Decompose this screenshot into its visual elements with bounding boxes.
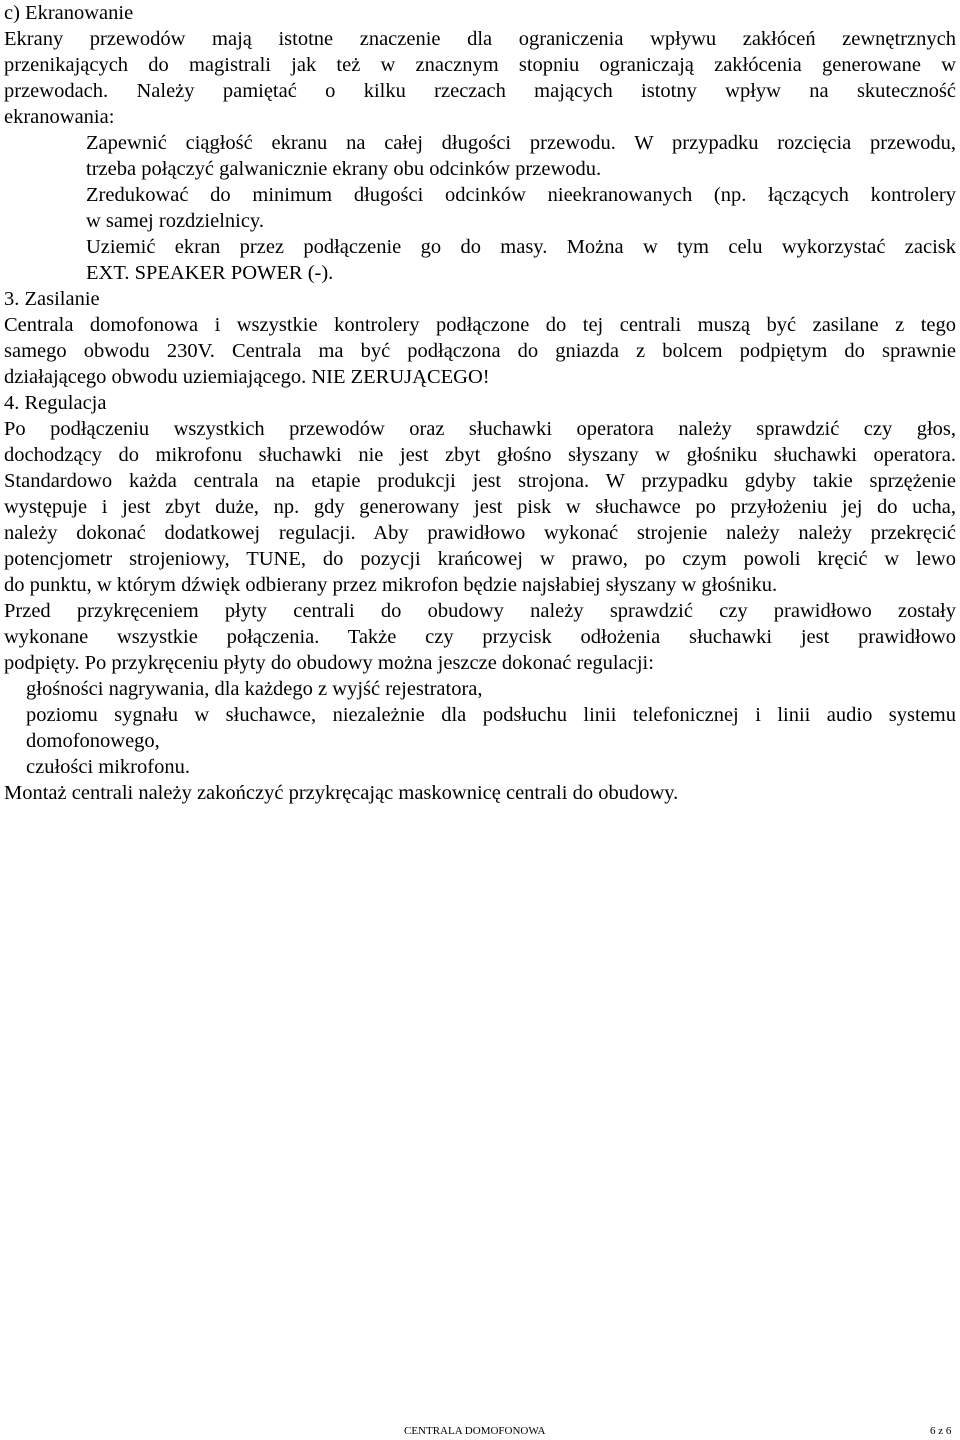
closing-sentence: Montaż centrali należy zakończyć przykręcając maskownicę centrali do obudowy. bbox=[4, 782, 679, 804]
paragraph-line: ekranowania: bbox=[4, 106, 115, 128]
paragraph-line: Centrala domofonowa i wszystkie kontrolery podłączone do tej centrali muszą być zasilane z tego bbox=[4, 314, 956, 336]
list-item-line: poziomu sygnału w słuchawce, niezależnie dla podsłuchu linii telefonicznej i linii audio systemu bbox=[26, 704, 956, 726]
document-page bbox=[4, 0, 956, 806]
paragraph-line: samego obwodu 230V. Centrala ma być podłączona do gniazda z bolcem podpiętym do sprawnie bbox=[4, 340, 956, 362]
paragraph-line: Przed przykręceniem płyty centrali do obudowy należy sprawdzić czy prawidłowo zostały bbox=[4, 600, 956, 622]
paragraph-line: Po podłączeniu wszystkich przewodów oraz słuchawki operatora należy sprawdzić czy głos, bbox=[4, 418, 956, 440]
page-number: 6 z 6 bbox=[930, 1425, 952, 1437]
list-item bbox=[4, 676, 956, 702]
list-item-line: w samej rozdzielnicy. bbox=[86, 210, 264, 232]
paragraph-line: działającego obwodu uziemiającego. NIE ZERUJĄCEGO! bbox=[4, 366, 490, 388]
paragraph-line: potencjometr strojeniowy, TUNE, do pozycji krańcowej w prawo, po czym powoli kręcić w lewo bbox=[4, 548, 956, 570]
list-item-line: czułości mikrofonu. bbox=[26, 756, 190, 778]
paragraph-line: Ekrany przewodów mają istotne znaczenie dla ograniczenia wpływu zakłóceń zewnętrznych bbox=[4, 28, 956, 50]
paragraph-line: dochodzący do mikrofonu słuchawki nie jest zbyt głośno słyszany w głośniku słuchawki operatora. bbox=[4, 444, 956, 466]
list-item bbox=[4, 754, 956, 780]
paragraph-line: należy dokonać dodatkowej regulacji. Aby prawidłowo wykonać strojenie należy należy przekręcić bbox=[4, 522, 956, 544]
section-heading-ekranowanie: c) Ekranowanie bbox=[4, 2, 134, 24]
list-item bbox=[4, 182, 956, 234]
paragraph-line: wykonane wszystkie połączenia. Także czy przycisk odłożenia słuchawki jest prawidłowo bbox=[4, 626, 956, 648]
list-item bbox=[4, 234, 956, 286]
list-item bbox=[4, 130, 956, 182]
list-item-line: Uziemić ekran przez podłączenie go do masy. Można w tym celu wykorzystać zacisk bbox=[86, 236, 956, 258]
list-item bbox=[4, 702, 956, 754]
paragraph-line: występuje i jest zbyt duże, np. gdy generowany jest pisk w słuchawce po przyłożeniu jej do ucha, bbox=[4, 496, 956, 518]
paragraph-line: przewodach. Należy pamiętać o kilku rzeczach mających istotny wpływ na skuteczność bbox=[4, 80, 956, 102]
list-item-line: EXT. SPEAKER POWER (-). bbox=[86, 262, 334, 284]
paragraph-line: Standardowo każda centrala na etapie produkcji jest strojona. W przypadku gdyby takie sprzężenie bbox=[4, 470, 956, 492]
section-heading-zasilanie: 3. Zasilanie bbox=[4, 288, 100, 310]
list-item-line: domofonowego, bbox=[26, 730, 160, 752]
list-item-line: Zredukować do minimum długości odcinków nieekranowanych (np. łączących kontrolery bbox=[86, 184, 956, 206]
list-item-line: Zapewnić ciągłość ekranu na całej długości przewodu. W przypadku rozcięcia przewodu, bbox=[86, 132, 956, 154]
footer-title: CENTRALA DOMOFONOWA bbox=[404, 1425, 546, 1437]
paragraph-line: do punktu, w którym dźwięk odbierany przez mikrofon będzie najsłabiej słyszany w głośniku. bbox=[4, 574, 778, 596]
list-item-line: trzeba połączyć galwanicznie ekrany obu odcinków przewodu. bbox=[86, 158, 602, 180]
section-heading-regulacja: 4. Regulacja bbox=[4, 392, 107, 414]
list-item-line: głośności nagrywania, dla każdego z wyjść rejestratora, bbox=[26, 678, 483, 700]
paragraph-line: podpięty. Po przykręceniu płyty do obudowy można jeszcze dokonać regulacji: bbox=[4, 652, 654, 674]
paragraph-line: przenikających do magistrali jak też w znacznym stopniu ograniczają zakłócenia generowane w bbox=[4, 54, 956, 76]
